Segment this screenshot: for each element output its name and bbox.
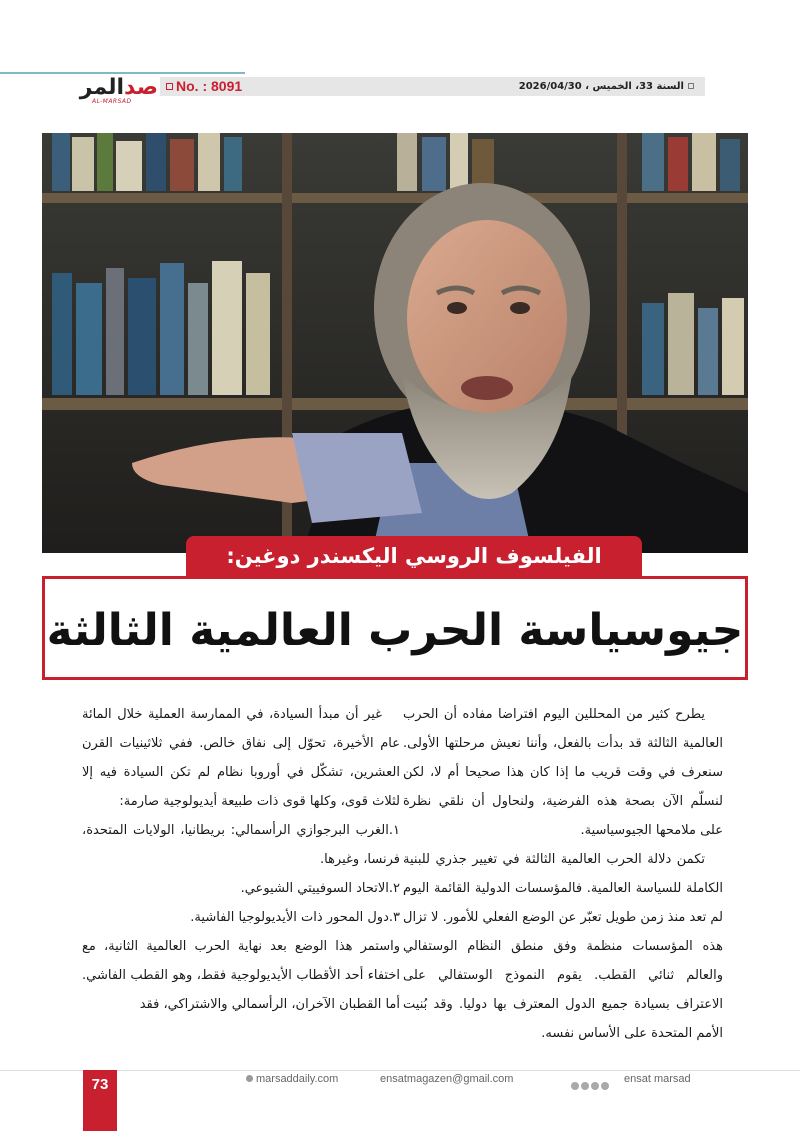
list-item: ٣.دول المحور ذات الأيديولوجيا الفاشية. [190,910,400,925]
article-photo [42,133,748,553]
footer-divider [0,1070,800,1071]
list-item: ٢.الاتحاد السوفييتي الشيوعي. [240,881,400,896]
issue-date [519,77,694,96]
social-icons [571,1075,617,1085]
facebook-icon[interactable] [571,1082,579,1090]
article-title-box [42,576,748,680]
text-column-right [403,700,723,1048]
footer-website[interactable] [246,1073,338,1085]
list-item: ١.الغرب البرجوازي الرأسمالي: بريطانيا، الولايات المتحدة، فرنسا، وغيرها. [82,823,400,867]
paragraph: واستمر هذا الوضع بعد نهاية الحرب العالمية الثانية، مع اختفاء أحد الأقطاب الأيديولوجية فقط، وهو القطب الفاشي. أما القطبان الآخران، الرأسمالي والاشتراكي، فقد [82,939,400,1012]
globe-icon [246,1075,253,1082]
paragraph: غير أن مبدأ السيادة، في الممارسة العملية خلال المائة عام الأخيرة، تحوّل إلى نفاق خالص. ففي ثلاثينيات القرن العشرين، تشكّل في أوروبا نظام لم تكن السيادة فيه إلا لثلاث قوى، وكلها قوى ذات طبيعة أيديولوجية صارمة: [82,707,400,809]
twitter-icon[interactable] [581,1082,589,1090]
issue-number [166,77,242,96]
page-number: 73 [83,1070,117,1131]
footer-handle[interactable]: ensat marsad [624,1073,691,1085]
square-icon [166,83,173,90]
logo-text: المر [79,75,125,100]
photo-illustration [42,133,748,553]
article-title: جيوسياسة الحرب العالمية الثالثة [46,605,744,656]
top-accent-rule [0,72,245,74]
footer-email[interactable]: ensatmagazen@gmail.com [380,1073,514,1085]
paragraph: تكمن دلالة الحرب العالمية الثالثة في تغيير جذري للبنية الكاملة للسياسة العالمية. فالمؤسسات الدولية القائمة اليوم لم تعد منذ زمن طويل تعبّر عن الوضع الفعلي للأمور. لا تزال هذه المؤسسات منظمة وفق منطق النظام الوستفالي والعالم ثنائي القطب. يقوم النموذج الوستفالي على الاعتراف بسيادة جميع الدول المعترف بها دوليا. وقد بُنيت الأمم المتحدة على الأساس نفسه. [403,852,723,1041]
footer-website-text: marsaddaily.com [256,1073,339,1085]
logo-text-red: صد [124,75,158,100]
youtube-icon[interactable] [601,1082,609,1090]
logo-subtext: AL-MARSAD [92,98,132,105]
text-column-left [82,700,400,1019]
issue-number-text: No. : 8091 [176,78,243,94]
article-subtitle: الفيلسوف الروسي اليكسندر دوغين: [186,536,642,576]
publication-logo[interactable] [79,75,158,112]
issue-date-text: السنة 33، الخميس ، 2026/04/30 [518,81,684,92]
instagram-icon[interactable] [591,1082,599,1090]
square-icon [688,83,694,89]
paragraph: يطرح كثير من المحللين اليوم افتراضا مفاده أن الحرب العالمية الثالثة قد بدأت بالفعل، وأننا نعيش مرحلتها الأولى. سنعرف في وقت قريب ما إذا كان هذا صحيحا أم لا، لكن لنسلّم الآن بصحة هذه الفرضية، ولنحاول أن نلقي نظرة على ملامحها الجيوسياسية. [403,707,723,838]
